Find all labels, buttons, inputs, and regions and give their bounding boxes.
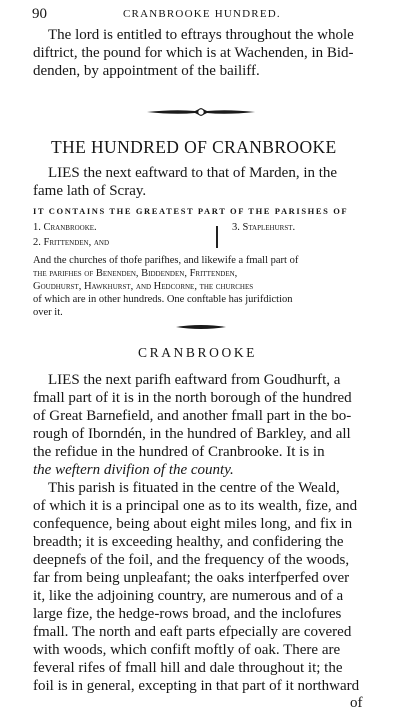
catchword: of [350, 695, 363, 711]
churches-line: over it. [33, 307, 63, 318]
para-line: of which it is a principal one as to its wealth, fize, and [33, 498, 358, 514]
para-line: deepnefs of the foil, and the frequency of the woods, [33, 552, 350, 568]
para-line: the weftern divifion of the county. [33, 462, 234, 478]
para-line: confequence, being about eight miles long, and fix in [33, 516, 353, 532]
page-number: 90 [32, 6, 47, 22]
parish-item: 2. Frittenden, and [33, 237, 110, 248]
para-line: LIES the next parifh eaftward from Goudhurft, a [48, 372, 341, 388]
ornamental-rule [145, 106, 257, 118]
page-header [32, 6, 370, 24]
churches-line: Goudhurst, Hawkhurst, and Hedcorne, the churches [33, 281, 254, 292]
churches-line: of which are in other hundreds. One conftable has jurifdiction [33, 294, 293, 305]
section-title: CRANBROOKE [138, 345, 258, 360]
contains-heading: IT CONTAINS THE GREATEST PART OF THE PARISHES OF [33, 206, 349, 216]
para-line: with woods, which confift moftly of oak. There are [33, 642, 341, 658]
para-line: feveral rifes of fmall hill and dale throughout it; the [33, 660, 343, 676]
para-line: breadth; it is exceeding healthy, and confidering the [33, 534, 344, 550]
ornamental-dash [175, 323, 227, 331]
para-line: the refidue in the hundred of Cranbrooke. It is in [33, 444, 325, 460]
parish-item: 3. Staplehurst. [232, 222, 296, 233]
para-line: large fize, the hedge-rows broad, and the inclofures [33, 606, 342, 622]
para-line: fmall part of it is in the north borough of the hundred [33, 390, 352, 406]
intro-line: diftrict, the pound for which is at Wachenden, in Bid- [33, 45, 354, 61]
para-line: of Great Barnefield, and another fmall part in the bo- [33, 408, 352, 424]
churches-line: the parifhes of Benenden, Biddenden, Frittenden, [33, 268, 238, 279]
para-line: rough of Iborndén, in the hundred of Barkley, and all [33, 426, 351, 442]
parish-item: 1. Cranbrooke. [33, 222, 97, 233]
section-title: THE HUNDRED OF CRANBROOKE [51, 137, 337, 157]
churches-line: And the churches of thofe parifhes, and likewife a fmall part of [33, 255, 299, 266]
para-line: fmall. The north and eaft parts efpecially are covered [33, 624, 352, 640]
para-line: This parish is fituated in the centre of the Weald, [48, 480, 340, 496]
para-line: far from being unpleafant; the oaks interfperfed over [33, 570, 350, 586]
intro-line: The lord is entitled to eftrays throughout the whole [48, 27, 354, 43]
running-head: CRANBROOKE HUNDRED. [123, 8, 281, 20]
parish-brace [215, 226, 219, 248]
intro-line: denden, by appointment of the bailiff. [33, 63, 260, 79]
para-line: foil is in general, excepting in that part of it northward [33, 678, 360, 694]
section-line: fame lath of Scray. [33, 183, 147, 199]
section-line: LIES the next eaftward to that of Marden, in the [48, 165, 338, 181]
para-line: it, like the adjoining country, are numerous and of a [33, 588, 344, 604]
